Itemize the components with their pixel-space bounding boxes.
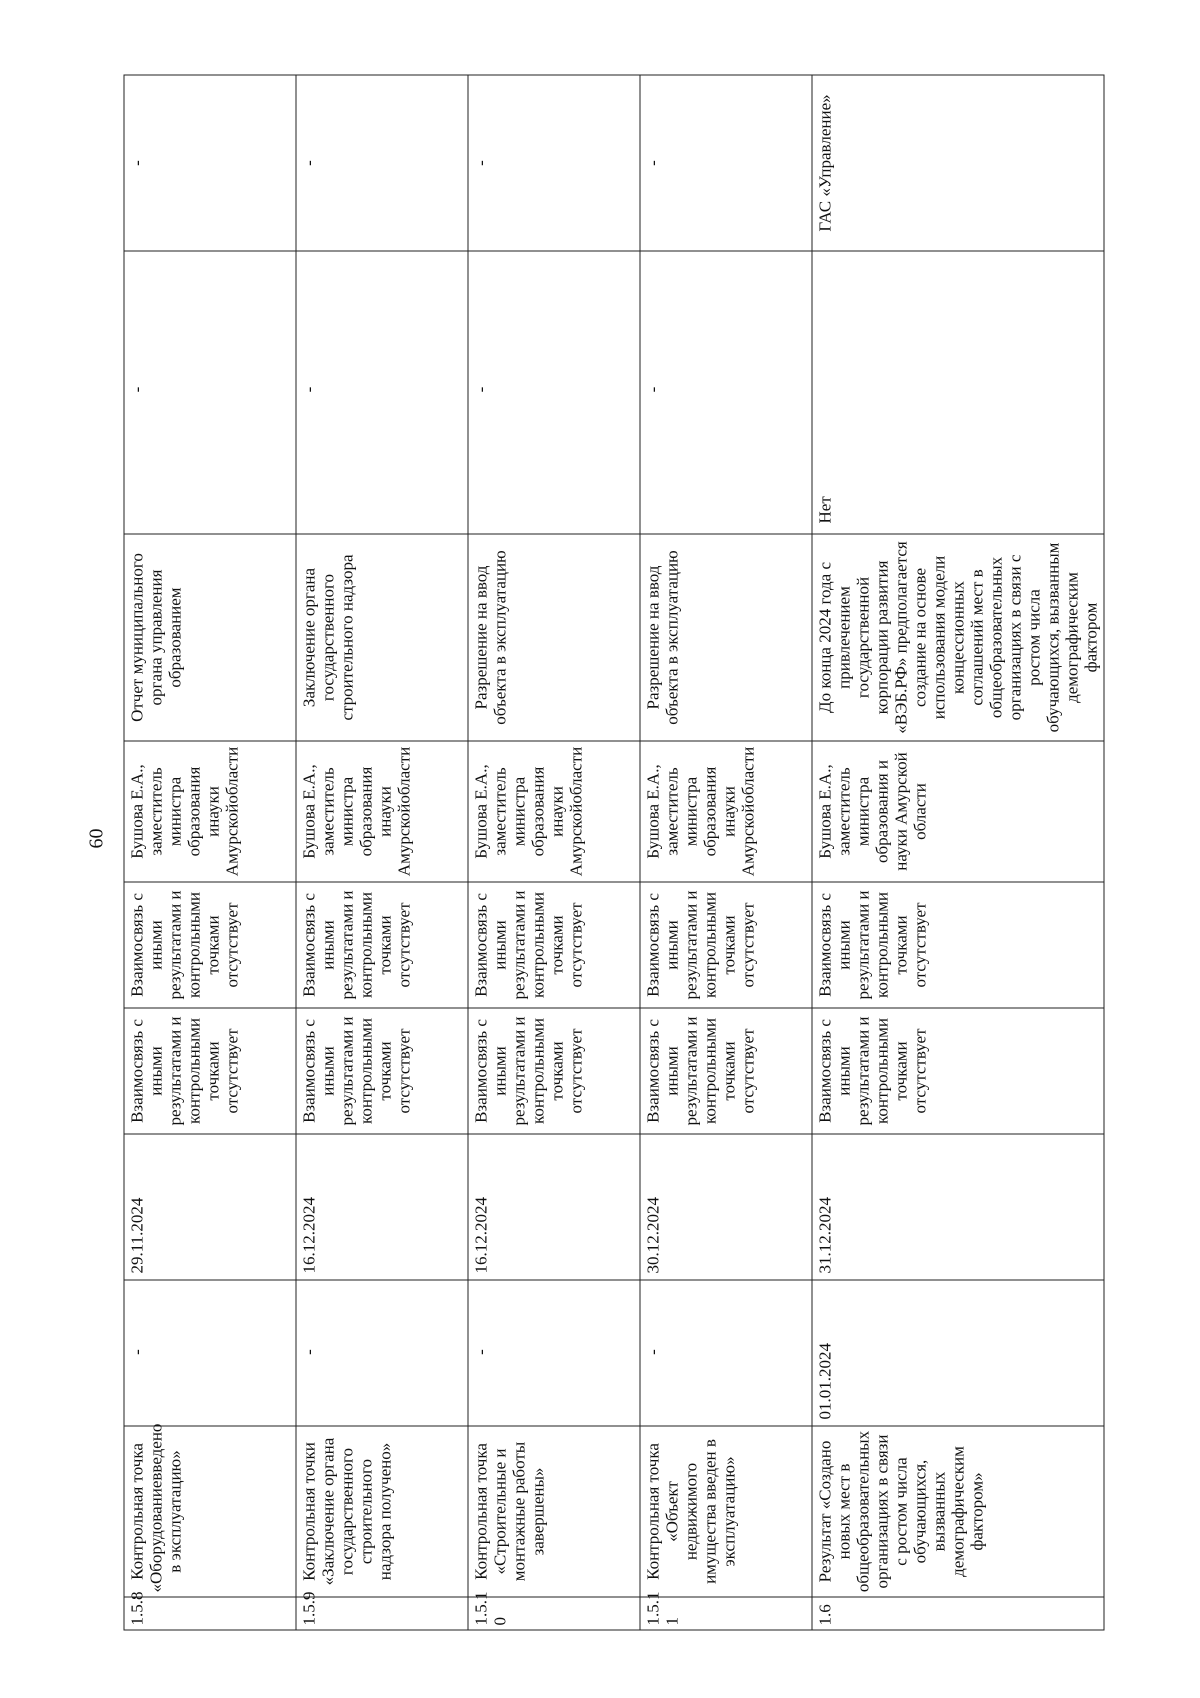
row-number-cell: 1.5.1 0: [468, 1597, 640, 1630]
link-successor-cell: Взаимосвязь с иными результатами и контрольными точками отсутствует: [468, 882, 640, 1008]
row-number-cell: 1.5.8: [124, 1597, 296, 1630]
level-cell: -: [124, 251, 296, 534]
plan-table: [123, 74, 1104, 1630]
link-predecessor-cell: Взаимосвязь с иными результатами и контрольными точками отсутствует: [468, 1008, 640, 1134]
level-cell: -: [640, 251, 812, 534]
level-cell: Нет: [812, 251, 1104, 534]
link-predecessor-cell: Взаимосвязь с иными результатами и контрольными точками отсутствует: [640, 1008, 812, 1134]
document-cell: Отчет муниципального органа управления образованием: [124, 534, 296, 741]
start-date-cell: -: [640, 1280, 812, 1426]
end-date-cell: 16.12.2024: [468, 1134, 640, 1280]
start-date-cell: -: [468, 1280, 640, 1426]
start-date-cell: -: [296, 1280, 468, 1426]
link-predecessor-cell: Взаимосвязь с иными результатами и контрольными точками отсутствует: [296, 1008, 468, 1134]
document-cell: Разрешение на ввод объекта в эксплуатацию: [640, 534, 812, 741]
link-successor-cell: Взаимосвязь с иными результатами и контрольными точками отсутствует: [640, 882, 812, 1008]
table-row: [468, 75, 640, 1630]
information-system-cell: ГАС «Управление»: [812, 75, 1104, 251]
end-date-cell: 16.12.2024: [296, 1134, 468, 1280]
link-successor-cell: Взаимосвязь с иными результатами и контрольными точками отсутствует: [812, 882, 1104, 1008]
end-date-cell: 30.12.2024: [640, 1134, 812, 1280]
row-number-cell: 1.5.1 1: [640, 1597, 812, 1630]
document-cell: До конца 2024 года с привлечением государственной корпорации развития «ВЭБ.РФ» предполагается создание на основе использования модели концессионных соглашений мест в общеобразовательных организациях в связи с ростом числа обучающихся, вызванным демографическим фактором: [812, 534, 1104, 741]
link-predecessor-cell: Взаимосвязь с иными результатами и контрольными точками отсутствует: [812, 1008, 1104, 1134]
row-name-cell: Контрольная точки «Заключение органа государственного строительного надзора получено»: [296, 1426, 468, 1597]
level-cell: -: [296, 251, 468, 534]
page-number: 60: [85, 828, 108, 849]
table-row: [812, 75, 1104, 1630]
table-row: [640, 75, 812, 1630]
responsible-cell: Бушова Е.А., заместитель министра образования инауки Амурскойобласти: [124, 741, 296, 882]
row-number-cell: 1.5.9: [296, 1597, 468, 1630]
link-successor-cell: Взаимосвязь с иными результатами и контрольными точками отсутствует: [296, 882, 468, 1008]
row-name-cell: Результат «Создано новых мест в общеобразовательных организациях в связи с ростом числа обучающихся, вызванных демографическим фактором»: [812, 1426, 1104, 1597]
document-cell: Разрешение на ввод объекта в эксплуатацию: [468, 534, 640, 741]
information-system-cell: -: [296, 75, 468, 251]
document-cell: Заключение органа государственного строительного надзора: [296, 534, 468, 741]
responsible-cell: Бушова Е.А., заместитель министра образования инауки Амурскойобласти: [640, 741, 812, 882]
end-date-cell: 29.11.2024: [124, 1134, 296, 1280]
responsible-cell: Бушова Е.А., заместитель министра образования инауки Амурскойобласти: [296, 741, 468, 882]
row-number-cell: 1.6: [812, 1597, 1104, 1630]
rotated-table-container: [123, 75, 1101, 1630]
level-cell: -: [468, 251, 640, 534]
rotated-table-frame: [123, 75, 1101, 1630]
link-successor-cell: Взаимосвязь с иными результатами и контрольными точками отсутствует: [124, 882, 296, 1008]
information-system-cell: -: [468, 75, 640, 251]
end-date-cell: 31.12.2024: [812, 1134, 1104, 1280]
table-row: [124, 75, 296, 1630]
responsible-cell: Бушова Е.А., заместитель министра образования и науки Амурской области: [812, 741, 1104, 882]
row-name-cell: Контрольная точка «Оборудованиевведено в эксплуатацию»: [124, 1426, 296, 1597]
start-date-cell: -: [124, 1280, 296, 1426]
row-name-cell: Контрольная точка «Строительные и монтажные работы завершены»: [468, 1426, 640, 1597]
table-row: [296, 75, 468, 1630]
link-predecessor-cell: Взаимосвязь с иными результатами и контрольными точками отсутствует: [124, 1008, 296, 1134]
information-system-cell: -: [124, 75, 296, 251]
responsible-cell: Бушова Е.А., заместитель министра образования инауки Амурскойобласти: [468, 741, 640, 882]
information-system-cell: -: [640, 75, 812, 251]
row-name-cell: Контрольная точка «Объект недвижимого имущества введен в эксплуатацию»: [640, 1426, 812, 1597]
start-date-cell: 01.01.2024: [812, 1280, 1104, 1426]
